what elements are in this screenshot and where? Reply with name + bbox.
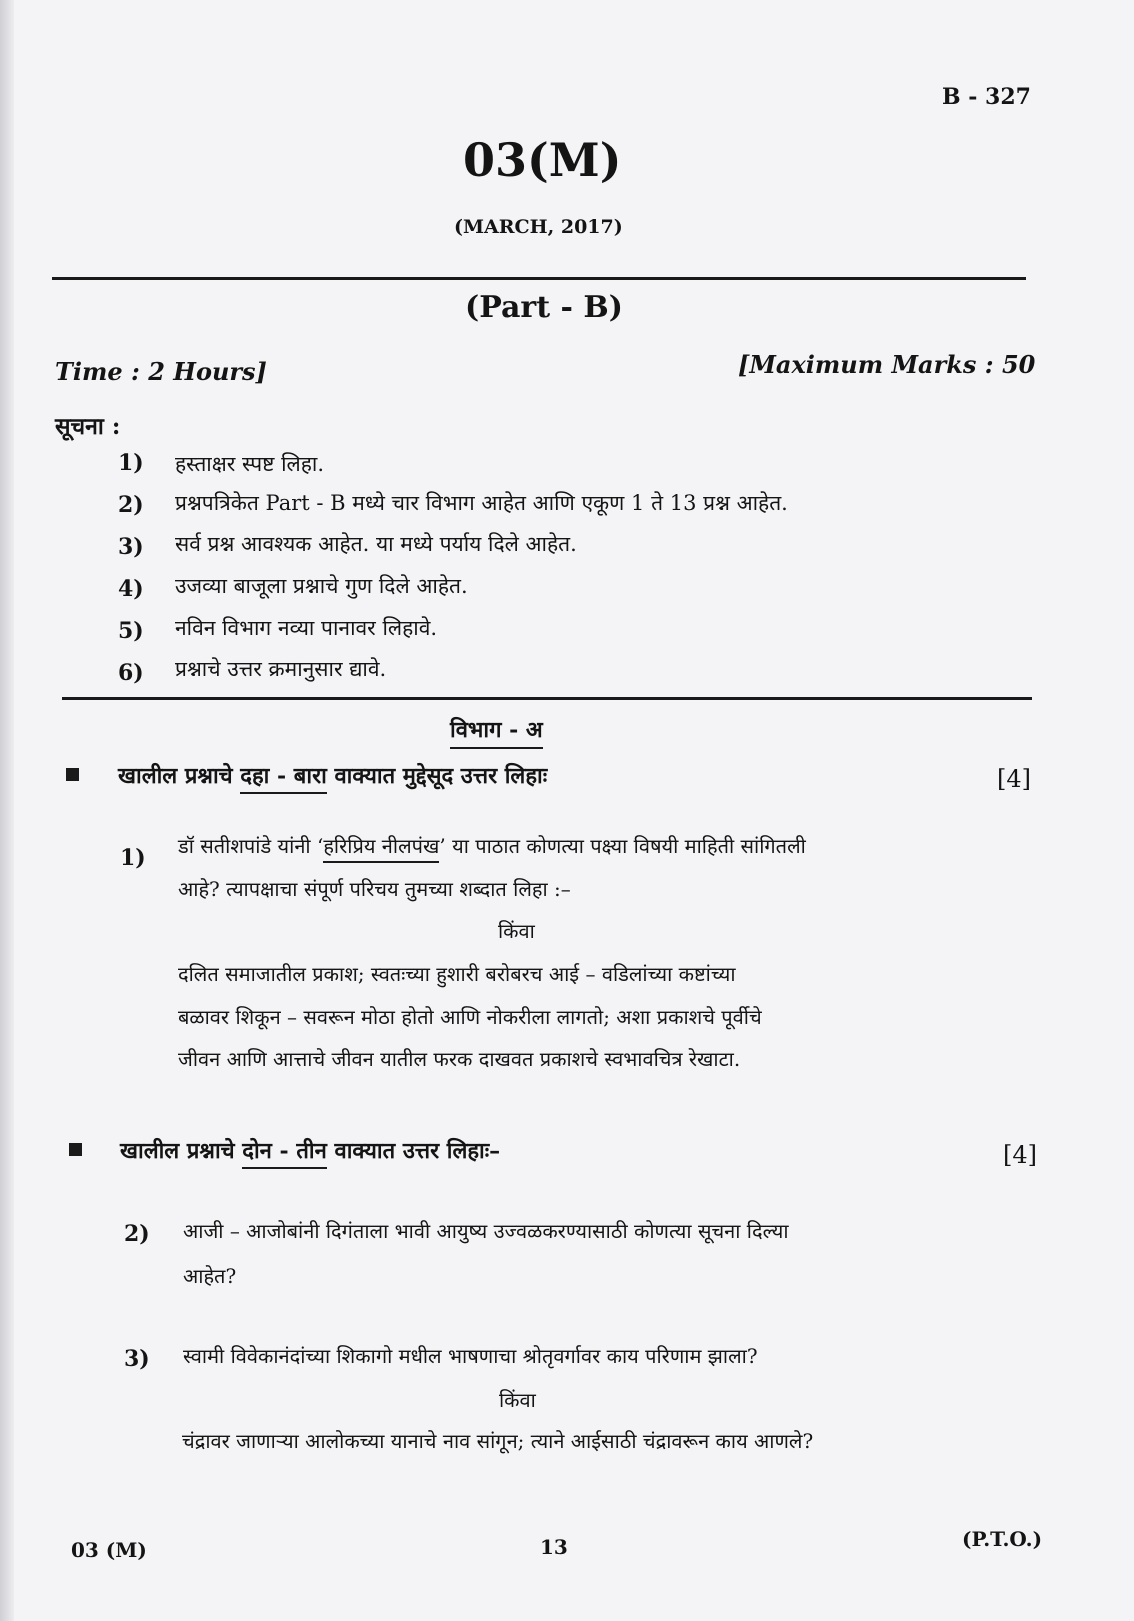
question-block-heading	[120, 1135, 500, 1165]
question-text-part: ’ या पाठात कोणत्या पक्ष्या विषयी माहिती सांगितली	[439, 834, 806, 858]
header-rule	[52, 277, 1026, 280]
instruction-text: हस्ताक्षर स्पष्ट लिहा.	[175, 452, 325, 476]
question-text: आहेत?	[183, 1264, 237, 1288]
instruction-number: 2)	[118, 492, 144, 518]
question-number: 3)	[124, 1346, 150, 1372]
heading-underlined: दहा - बारा	[240, 763, 326, 794]
exam-date: (MARCH, 2017)	[454, 216, 623, 238]
instruction-number: 4)	[118, 576, 144, 602]
marks-label: [4]	[997, 765, 1031, 793]
or-label: किंवा	[499, 1388, 536, 1412]
instruction-text: उजव्या बाजूला प्रश्नाचे गुण दिले आहेत.	[175, 574, 468, 598]
instruction-text: नविन विभाग नव्या पानावर लिहावे.	[175, 616, 438, 640]
marks-label: [4]	[1003, 1141, 1037, 1169]
bullet-icon	[66, 768, 79, 781]
question-block-heading	[118, 760, 547, 790]
paper-title: 03(M)	[463, 133, 622, 187]
time-label: Time : 2 Hours]	[55, 357, 267, 386]
question-number: 1)	[120, 845, 146, 871]
part-label: (Part - B)	[465, 290, 623, 325]
instruction-number: 3)	[118, 534, 144, 560]
bullet-icon	[69, 1143, 82, 1156]
heading-text: खालील प्रश्नाचे	[118, 763, 233, 789]
instruction-number: 1)	[118, 450, 144, 476]
question-text-part: डॉ सतीशपांडे यांनी ‘	[178, 834, 324, 858]
question-text	[178, 832, 806, 859]
question-number: 2)	[124, 1221, 150, 1247]
instruction-number: 6)	[118, 660, 144, 686]
instruction-text: प्रश्नपत्रिकेत Part - B मध्ये चार विभाग आहेत आणि एकूण 1 ते 13 प्रश्न आहेत.	[175, 491, 788, 515]
question-text: दलित समाजातील प्रकाश; स्वतःच्या हुशारी बरोबरच आई – वडिलांच्या कष्टांच्या	[178, 962, 736, 986]
max-marks-label: [Maximum Marks : 50	[738, 350, 1036, 379]
heading-text: वाक्यात उत्तर लिहाः–	[334, 1138, 501, 1164]
question-text: बळावर शिकून – सवरून मोठा होतो आणि नोकरीला लागतो; अशा प्रकाशचे पूर्वीचे	[178, 1005, 762, 1029]
paper-code: B - 327	[942, 84, 1031, 110]
question-text: चंद्रावर जाणाऱ्या आलोकच्या यानाचे नाव सांगून; त्याने आईसाठी चंद्रावरून काय आणले?	[182, 1429, 814, 1453]
heading-text: वाक्यात मुद्देसूद उत्तर लिहाः	[334, 763, 548, 789]
page-number: 13	[540, 1535, 568, 1559]
paper-edge-shadow	[0, 0, 14, 1621]
instruction-text: प्रश्नाचे उत्तर क्रमानुसार द्यावे.	[175, 657, 387, 681]
instruction-number: 5)	[118, 618, 144, 644]
footer-code: 03 (M)	[71, 1538, 147, 1562]
instructions-heading: सूचना :	[55, 413, 121, 440]
lesson-title: हरिप्रिय नीलपंख	[323, 834, 439, 863]
question-text: जीवन आणि आत्ताचे जीवन यातील फरक दाखवत प्रकाशचे स्वभावचित्र रेखाटा.	[178, 1047, 741, 1071]
pto-label: (P.T.O.)	[962, 1527, 1043, 1551]
heading-underlined: दोन - तीन	[242, 1138, 327, 1169]
or-label: किंवा	[498, 919, 535, 943]
instruction-text: सर्व प्रश्न आवश्यक आहेत. या मध्ये पर्याय दिले आहेत.	[175, 532, 577, 556]
heading-text: खालील प्रश्नाचे	[120, 1138, 235, 1164]
question-text: आजी – आजोबांनी दिगंताला भावी आयुष्य उज्वळकरण्यासाठी कोणत्या सूचना दिल्या	[183, 1219, 789, 1243]
question-text: स्वामी विवेकानंदांच्या शिकागो मधील भाषणाचा श्रोतृवर्गावर काय परिणाम झाला?	[183, 1344, 758, 1368]
section-rule	[62, 697, 1032, 700]
section-title: विभाग - अ	[450, 714, 543, 749]
question-text: आहे? त्यापक्षाचा संपूर्ण परिचय तुमच्या शब्दात लिहा :–	[178, 877, 571, 901]
